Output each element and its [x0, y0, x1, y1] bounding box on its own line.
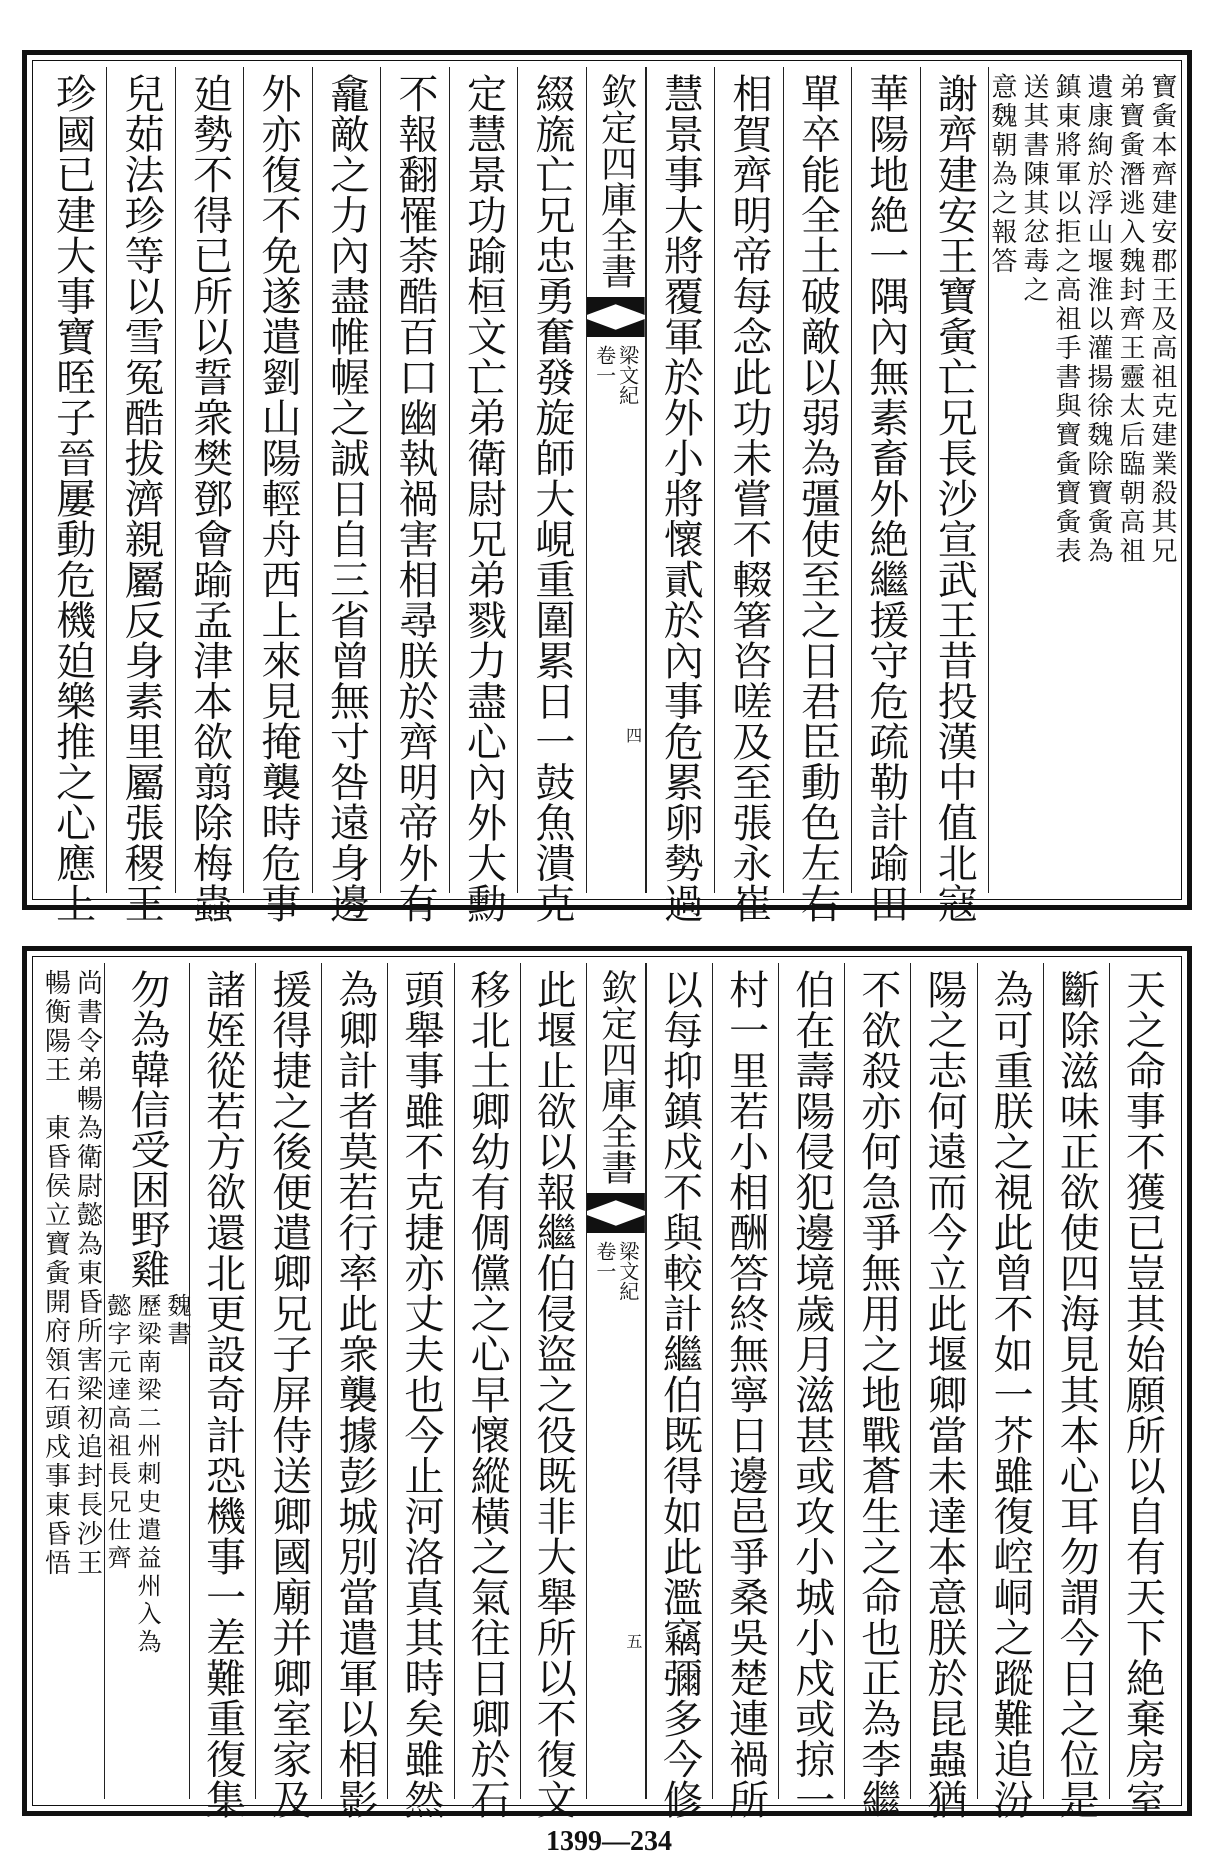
column-text: 移北土卿幼有倜儻之心早懷縱橫之氣往日卿於石	[464, 969, 511, 1820]
note-column: 寶夤本齊建安郡王及高祖克建業殺其兄	[1147, 73, 1177, 566]
text-column	[255, 963, 321, 1820]
note-column: 遺康絢於浮山堰淮以灌揚徐魏除寶夤為	[1083, 73, 1113, 566]
volume-number: 卷一	[592, 1241, 617, 1281]
volume-title: 梁文紀	[615, 345, 640, 405]
text-column	[321, 963, 387, 1820]
column-text: 以每抑鎮戍不與較計繼伯既得如此濫竊彌多今修	[656, 969, 703, 1820]
center-fold	[586, 963, 646, 1799]
column-text: 相賀齊明帝每念此功未嘗不輟箸咨嗟及至張永崔	[725, 73, 772, 924]
volume-number: 卷一	[592, 345, 617, 385]
note-column: 尚書令弟暢為衛尉懿為東昏所害梁初追封長沙王	[72, 969, 103, 1578]
text-column	[454, 963, 520, 1820]
bottom-page-frame	[22, 946, 1192, 1820]
note-column: 魏書	[163, 1293, 192, 1349]
text-column	[39, 67, 106, 924]
column-text: 為可重朕之視此曾不如一芥雖復崆峒之蹤難追汾	[987, 969, 1034, 1820]
text-column	[920, 67, 988, 924]
text-column	[380, 67, 448, 924]
note-column: 弟寶夤潛逃入魏封齊王靈太后臨朝高祖	[1115, 73, 1145, 566]
text-column	[646, 67, 714, 924]
top-page-frame	[22, 50, 1192, 924]
mixed-stack	[103, 963, 192, 1657]
bottom-page-columns	[39, 963, 1175, 1820]
note-column: 送其書陳其忿毒之	[1019, 73, 1049, 305]
column-text: 不欲殺亦何急爭無用之地戰蒼生之命也正為李繼	[854, 969, 901, 1820]
text-column	[517, 67, 585, 924]
text-column	[714, 67, 782, 924]
column-text: 華陽地絶一隅內無素畜外絶繼援守危疏勒計踰田	[862, 73, 909, 924]
text-column	[778, 963, 844, 1820]
text-column	[851, 67, 919, 924]
fishtail-mark-icon	[587, 1193, 645, 1233]
text-column	[243, 67, 311, 924]
text-column	[312, 67, 380, 924]
note-column: 暢衡陽王 東昏侯立寶夤開府領石頭戍事東昏悟	[40, 969, 71, 1578]
text-column	[449, 67, 517, 924]
column-text: 定慧景功踰桓文亡弟衛尉兄弟戮力盡心內外大勳	[460, 73, 507, 924]
column-text: 村一里若小相酬答終無寧日邊邑爭桑吳楚連禍所	[722, 969, 769, 1820]
text-column	[646, 963, 712, 1820]
top-page-columns	[39, 67, 1177, 924]
note-column: 歷梁南梁二州刺史遣益州入為	[133, 1293, 162, 1657]
note-column: 懿字元達高祖長兄仕齊	[103, 1293, 132, 1573]
column-text: 龕敵之力內盡帷幄之誠日自三省曾無寸咎遠身邊	[323, 73, 370, 924]
text-column	[387, 963, 453, 1820]
column-text: 斷除滋味正欲使四海見其本心耳勿謂今日之位是	[1053, 969, 1100, 1820]
column-text: 慧景事大將覆軍於外小將懷貳於內事危累卵勢過	[657, 73, 704, 924]
book-title: 欽定四庫全書	[595, 969, 637, 1185]
column-text: 天之命事不獲已豈其始願所以自有天下絶棄房室	[1119, 969, 1166, 1820]
main-text: 勿為韓信受困野雞	[124, 969, 171, 1289]
column-text: 綴旒亡兄忠勇奮發旋師大峴重圍累日一鼓魚潰克	[528, 73, 575, 924]
center-fold	[586, 67, 646, 893]
text-column	[712, 963, 778, 1820]
column-text: 諸姪從若方欲還北更設奇計恐機事一差難重復集	[199, 969, 246, 1820]
fishtail-mark-icon	[587, 297, 645, 337]
column-text: 此堰止欲以報繼伯侵盜之役既非大舉所以不復文	[530, 969, 577, 1820]
mixed-text-column	[103, 963, 192, 1799]
column-text: 頭舉事雖不克捷亦丈夫也今止河洛真其時矣雖然	[398, 969, 445, 1820]
text-column	[844, 963, 910, 1820]
text-column	[910, 963, 976, 1820]
column-text: 陽之志何遠而今立此堰卿當未達本意朕於昆蟲猶	[921, 969, 967, 1820]
note-column: 鎮東將軍以拒之高祖手書與寶夤寶夤表	[1051, 73, 1081, 566]
volume-label	[594, 1241, 638, 1301]
column-text: 援得捷之後便遣卿兄子屏侍送卿國廟并卿室家及	[265, 969, 312, 1820]
column-text: 珍國已建大事寶晊子晉屢動危機廹樂推之心應上	[49, 73, 96, 924]
text-column	[1043, 963, 1109, 1820]
column-text: 廹勢不得已所以誓衆樊鄧會踰孟津本欲翦除梅蟲	[186, 73, 233, 924]
column-text: 外亦復不免遂遣劉山陽輕舟西上來見掩襲時危事	[255, 73, 302, 924]
column-text: 謝齊建安王寶夤亡兄長沙宣武王昔投漢中值北寇	[931, 73, 978, 924]
volume-title: 梁文紀	[615, 1241, 640, 1301]
volume-label	[594, 345, 638, 405]
text-column	[189, 963, 255, 1820]
text-column	[783, 67, 851, 924]
column-text: 兒茹法珍等以雪冤酷拔濟親屬反身素里屬張稷王	[118, 73, 165, 924]
leaf-number: 五	[623, 1633, 643, 1649]
book-title: 欽定四庫全書	[595, 73, 637, 289]
leaf-number: 四	[623, 727, 643, 743]
column-text: 不報翻罹荼酷百口幽執禍害相尋朕於齊明帝外有	[391, 73, 438, 924]
text-column	[1109, 963, 1175, 1820]
note-column: 意魏朝為之報答	[987, 73, 1017, 276]
column-text: 伯在壽陽侵犯邊境歲月滋甚或攻小城小戍或掠一	[788, 969, 835, 1820]
top-note-block	[988, 67, 1175, 893]
page-footer-number: 1399—234	[546, 1826, 672, 1857]
column-text: 單卒能全土破敵以弱為彊使至之日君臣動色左右	[794, 73, 841, 924]
inline-notes	[103, 1293, 192, 1657]
text-column	[175, 67, 243, 924]
bottom-note-block	[39, 963, 104, 1799]
text-column	[106, 67, 174, 924]
column-text: 為卿計者莫若行率此衆襲據彭城別當遣軍以相影	[331, 969, 378, 1820]
text-column	[977, 963, 1043, 1820]
text-column	[520, 963, 586, 1820]
